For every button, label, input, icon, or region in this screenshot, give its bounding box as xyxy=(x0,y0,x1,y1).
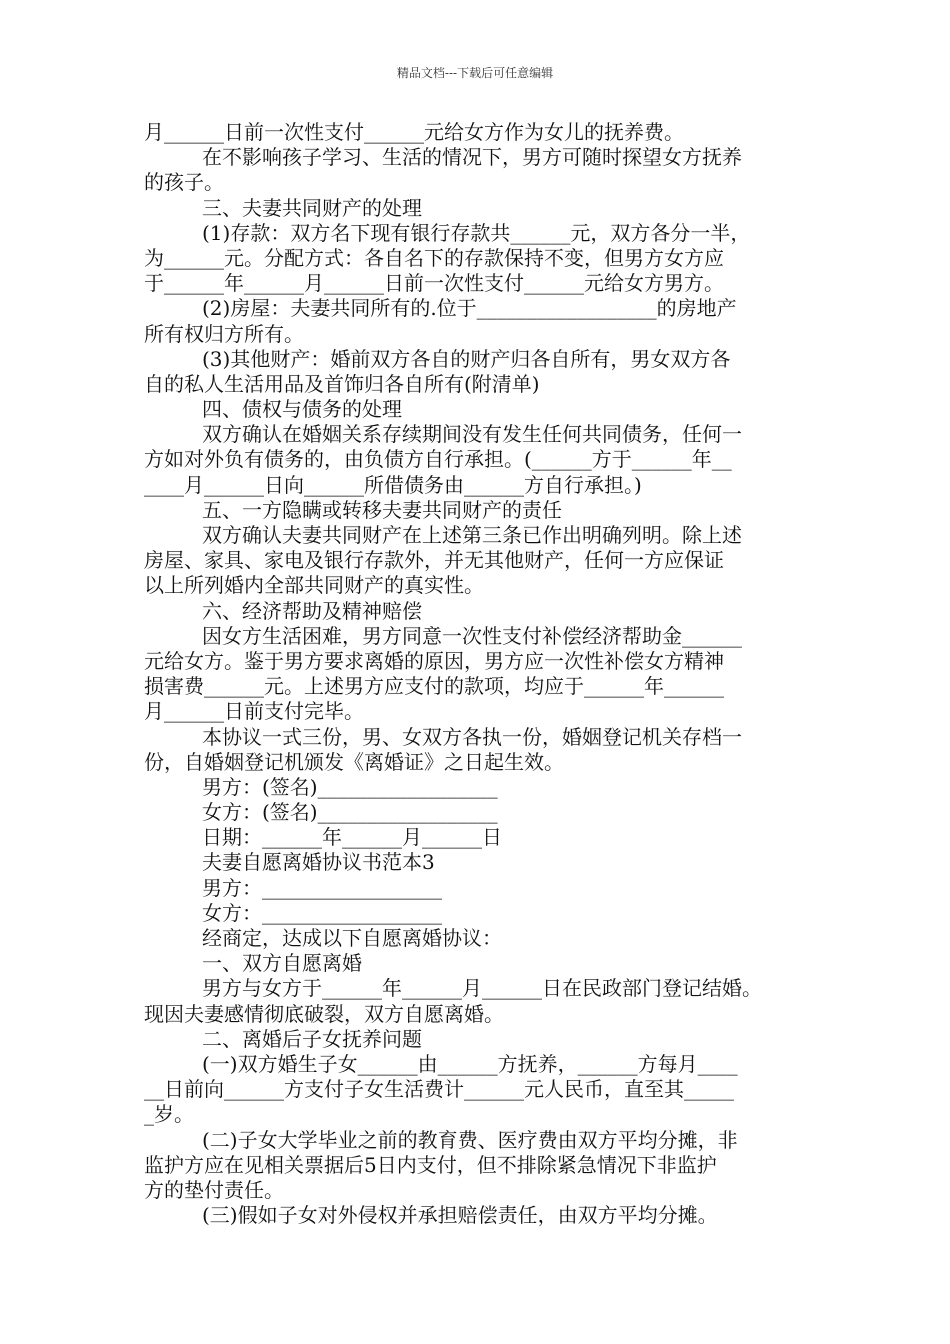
text-line: 本协议一式三份，男、女双方各执一份，婚姻登记机关存档一 xyxy=(202,724,742,749)
text-line: __日前向______方支付子女生活费计______元人民币，直至其_____ xyxy=(144,1077,734,1102)
text-line: (二)子女大学毕业之前的教育费、医疗费由双方平均分摊，非 xyxy=(202,1127,738,1152)
text-line: 月______日前支付完毕。 xyxy=(144,699,364,724)
text-line: 元给女方。鉴于男方要求离婚的原因，男方应一次性补偿女方精神 xyxy=(144,648,724,673)
text-line: 女方：__________________ xyxy=(202,900,442,925)
text-line: _岁。 xyxy=(144,1102,194,1127)
text-line: (三)假如子女对外侵权并承担赔偿责任，由双方平均分摊。 xyxy=(202,1203,718,1228)
text-line: 房屋、家具、家电及银行存款外，并无其他财产，任何一方应保证 xyxy=(144,548,724,573)
text-line: 的孩子。 xyxy=(144,170,224,195)
text-line: (2)房屋：夫妻共同所有的.位于__________________的房地产 xyxy=(202,296,737,321)
text-line: 五、一方隐瞒或转移夫妻共同财产的责任 xyxy=(202,497,562,522)
text-line: 为______元。分配方式：各自名下的存款保持不变，但男方女方应 xyxy=(144,245,724,270)
text-line: 监护方应在见相关票据后5日内支付，但不排除紧急情况下非监护 xyxy=(144,1152,717,1177)
text-line: 在不影响孩子学习、生活的情况下，男方可随时探望女方抚养 xyxy=(202,145,742,170)
text-line: (一)双方婚生子女______由______方抚养，______方每月____ xyxy=(202,1051,738,1076)
text-line: 以上所列婚内全部共同财产的真实性。 xyxy=(144,573,484,598)
text-line: 一、双方自愿离婚 xyxy=(202,951,362,976)
text-line: 损害费______元。上述男方应支付的款项，均应于______年______ xyxy=(144,674,724,699)
page-header: 精品文档---下载后可任意编辑 xyxy=(396,66,554,80)
text-line: 三、夫妻共同财产的处理 xyxy=(202,195,422,220)
text-line: 二、离婚后子女抚养问题 xyxy=(202,1026,422,1051)
text-line: 月______日前一次性支付______元给女方作为女儿的抚养费。 xyxy=(144,120,684,144)
text-line: 四、债权与债务的处理 xyxy=(202,397,402,422)
text-line: 于______年______月______日前一次性支付______元给女方男方。 xyxy=(144,271,724,296)
text-line: 男方：(签名)__________________ xyxy=(202,774,498,799)
text-line: ____月______日向______所借债务由______方自行承担。) xyxy=(144,472,642,497)
text-line: 双方确认在婚姻关系存续期间没有发生任何共同债务，任何一 xyxy=(202,422,742,447)
text-line: 自的私人生活用品及首饰归各自所有(附清单) xyxy=(144,371,540,396)
text-line: 方如对外负有债务的，由负债方自行承担。(______方于______年__ xyxy=(144,447,732,472)
text-line: 六、经济帮助及精神赔偿 xyxy=(202,598,422,623)
text-line: 所有权归方所有。 xyxy=(144,321,304,346)
text-line: 份，自婚姻登记机颁发《离婚证》之日起生效。 xyxy=(144,749,564,774)
text-line: (1)存款：双方名下现有银行存款共______元，双方各分一半， xyxy=(202,220,751,245)
document-body xyxy=(144,120,812,1228)
text-line: 女方：(签名)__________________ xyxy=(202,800,498,825)
text-line: 日期：______年______月______日 xyxy=(202,825,502,850)
text-line: 因女方生活困难，男方同意一次性支付补偿经济帮助金______ xyxy=(202,623,742,648)
text-line: 双方确认夫妻共同财产在上述第三条已作出明确列明。除上述 xyxy=(202,523,742,547)
text-line: (3)其他财产：婚前双方各自的财产归各自所有，男女双方各 xyxy=(202,346,731,371)
text-line: 夫妻自愿离婚协议书范本3 xyxy=(202,850,435,875)
text-line: 现因夫妻感情彻底破裂，双方自愿离婚。 xyxy=(144,1001,504,1026)
text-line: 男方：__________________ xyxy=(202,875,442,900)
text-line: 男方与女方于______年______月______日在民政部门登记结婚。 xyxy=(202,976,762,1001)
text-line: 经商定，达成以下自愿离婚协议： xyxy=(202,926,502,950)
text-line: 方的垫付责任。 xyxy=(144,1177,284,1202)
